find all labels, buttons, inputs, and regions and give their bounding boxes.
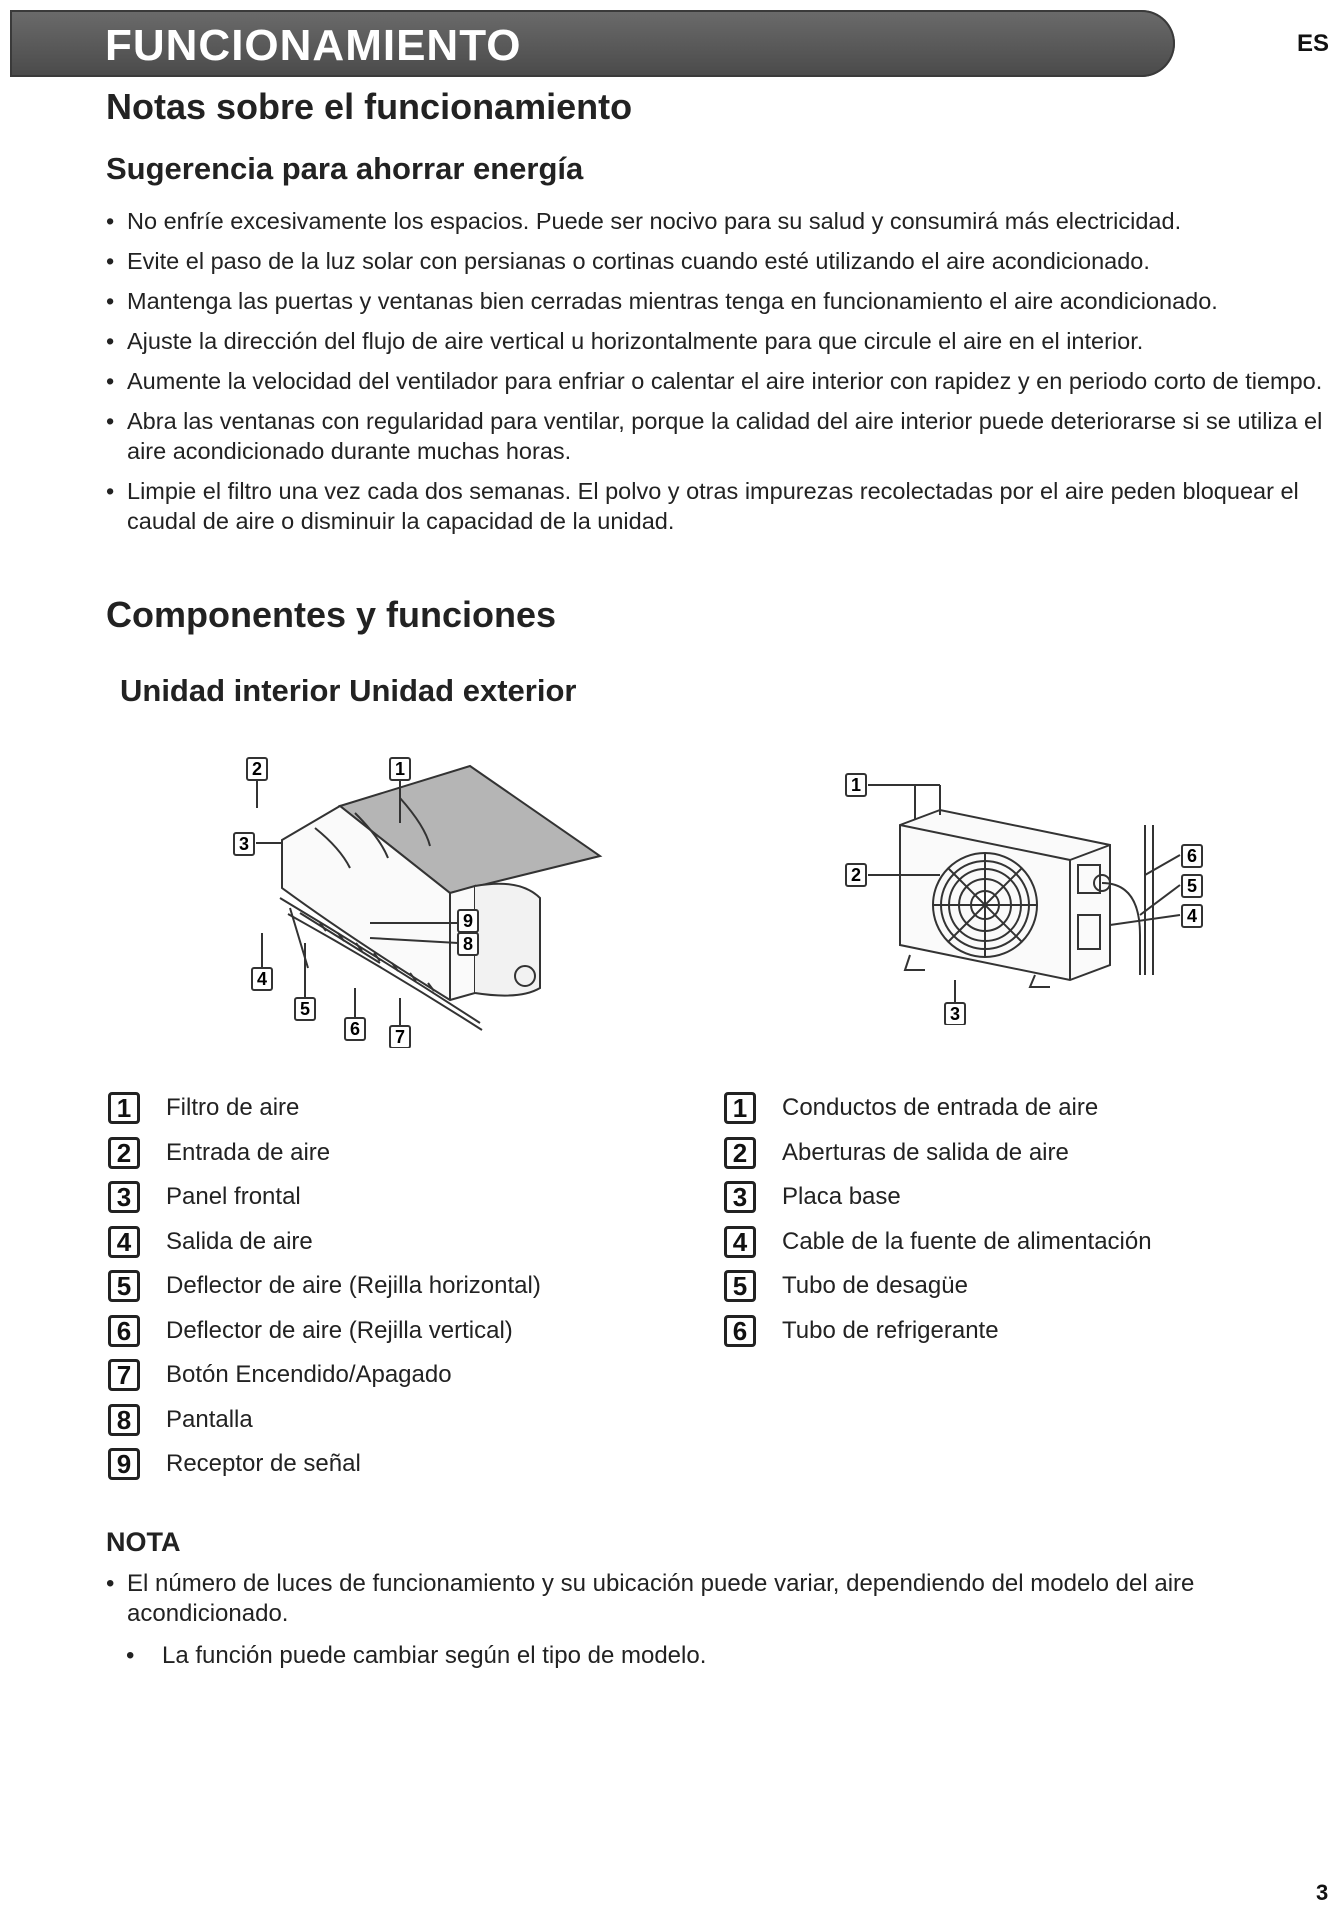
legend-label: Salida de aire [166, 1227, 313, 1255]
callout-1 [390, 758, 410, 780]
legend-label: Tubo de desagüe [782, 1272, 968, 1300]
callout-1 [846, 774, 866, 796]
legend-label: Deflector de aire (Rejilla horizontal) [166, 1272, 541, 1300]
list-item [108, 1131, 541, 1176]
list-item [108, 1353, 541, 1398]
callout-2 [846, 864, 866, 886]
legend-label: Tubo de refrigerante [782, 1316, 999, 1344]
number-box: 5 [108, 1270, 140, 1302]
number-box: 9 [108, 1448, 140, 1480]
number-box: 4 [108, 1226, 140, 1258]
notes-heading: Notas sobre el funcionamiento [106, 86, 633, 127]
legend-label: Pantalla [166, 1405, 253, 1433]
number-box: 2 [724, 1137, 756, 1169]
svg-text:5: 5 [299, 999, 311, 1019]
callout-6 [1182, 845, 1202, 867]
svg-text:1: 1 [850, 775, 862, 795]
list-item [724, 1086, 1152, 1131]
legend-label: Receptor de señal [166, 1450, 361, 1478]
callout-4 [1182, 905, 1202, 927]
list-item [724, 1131, 1152, 1176]
outdoor-body-shape [900, 810, 1110, 980]
svg-text:4: 4 [1186, 906, 1198, 926]
callout-3 [945, 1003, 965, 1025]
list-item: • Evite el paso de la luz solar con persianas o cortinas cuando esté utilizando el aire acondicionado. [106, 246, 1336, 276]
number-box: 5 [724, 1270, 756, 1302]
list-item [108, 1264, 541, 1309]
svg-text:9: 9 [462, 911, 474, 931]
number-box: 3 [724, 1181, 756, 1213]
svg-text:2: 2 [850, 865, 862, 885]
list-item [108, 1086, 541, 1131]
legend-label: Filtro de aire [166, 1094, 300, 1122]
callout-2 [247, 758, 267, 780]
list-item [724, 1220, 1152, 1265]
svg-text:5: 5 [1186, 876, 1198, 896]
callout-8 [458, 933, 478, 955]
legend-label: Deflector de aire (Rejilla vertical) [166, 1316, 513, 1344]
list-item: • Ajuste la dirección del flujo de aire vertical u horizontalmente para que circule el aire en el interior. [106, 326, 1336, 356]
number-box: 1 [724, 1092, 756, 1124]
callout-5 [1182, 875, 1202, 897]
list-item: • Abra las ventanas con regularidad para ventilar, porque la calidad del aire interior puede deteriorarse si se utiliza el aire acondicionado durante muchas horas. [106, 406, 1336, 466]
indoor-legend [108, 1086, 541, 1487]
svg-text:7: 7 [394, 1027, 406, 1047]
list-item [108, 1398, 541, 1443]
list-item [108, 1175, 541, 1220]
number-box: 8 [108, 1404, 140, 1436]
callout-4 [252, 968, 272, 990]
legend-label: Placa base [782, 1183, 901, 1211]
list-item: • Aumente la velocidad del ventilador para enfriar o calentar el aire interior con rapidez y en periodo corto de tiempo. [106, 366, 1336, 396]
language-code: ES [1297, 30, 1330, 57]
list-item: • El número de luces de funcionamiento y su ubicación puede variar, dependiendo del modelo del aire acondicionado. [106, 1569, 1306, 1629]
legend-label: Botón Encendido/Apagado [166, 1361, 452, 1389]
list-item [724, 1175, 1152, 1220]
list-item: • Limpie el filtro una vez cada dos semanas. El polvo y otras impurezas recolectadas por el aire peden bloquear el caudal de aire o disminuir la capacidad de la unidad. [106, 476, 1336, 536]
svg-text:3: 3 [238, 834, 250, 854]
list-item: • No enfríe excesivamente los espacios. Puede ser nocivo para su salud y consumirá más electricidad. [106, 206, 1336, 236]
number-box: 6 [108, 1315, 140, 1347]
number-box: 7 [108, 1359, 140, 1391]
svg-text:6: 6 [1186, 846, 1198, 866]
callout-6 [345, 1018, 365, 1040]
number-box: 4 [724, 1226, 756, 1258]
list-item [724, 1309, 1152, 1354]
number-box: 1 [108, 1092, 140, 1124]
outdoor-legend [724, 1086, 1152, 1353]
note-title: NOTA [106, 1527, 181, 1557]
svg-text:3: 3 [949, 1004, 961, 1024]
legend-label: Conductos de entrada de aire [782, 1094, 1099, 1122]
legend-label: Cable de la fuente de alimentación [782, 1227, 1152, 1255]
units-subheading: Unidad interior Unidad exterior [120, 673, 577, 708]
list-item [724, 1264, 1152, 1309]
legend-label: Entrada de aire [166, 1138, 331, 1166]
callout-9 [458, 910, 478, 932]
svg-text:4: 4 [256, 969, 268, 989]
list-item [108, 1442, 541, 1487]
svg-text:6: 6 [349, 1019, 361, 1039]
legend-label: Aberturas de salida de aire [782, 1138, 1069, 1166]
callout-7 [390, 1026, 410, 1048]
indoor-unit-diagram [220, 738, 620, 1048]
list-item: • La función puede cambiar según el tipo de modelo. [106, 1641, 1306, 1671]
callout-5 [295, 998, 315, 1020]
number-box: 3 [108, 1181, 140, 1213]
outdoor-unit-diagram [840, 765, 1220, 1025]
components-heading: Componentes y funciones [106, 594, 557, 635]
svg-text:1: 1 [394, 759, 406, 779]
list-item [108, 1220, 541, 1265]
legend-label: Panel frontal [166, 1183, 301, 1211]
page-number: 3 [1316, 1880, 1329, 1905]
list-item: • Mantenga las puertas y ventanas bien cerradas mientras tenga en funcionamiento el aire acondicionado. [106, 286, 1336, 316]
section-title: FUNCIONAMIENTO [105, 21, 522, 70]
energy-tip-heading: Sugerencia para ahorrar energía [106, 151, 584, 186]
list-item [108, 1309, 541, 1354]
note-list [106, 1569, 1306, 1683]
energy-tips-list [106, 206, 1336, 546]
svg-text:2: 2 [251, 759, 263, 779]
svg-text:8: 8 [462, 934, 474, 954]
callout-3 [234, 833, 254, 855]
number-box: 2 [108, 1137, 140, 1169]
number-box: 6 [724, 1315, 756, 1347]
